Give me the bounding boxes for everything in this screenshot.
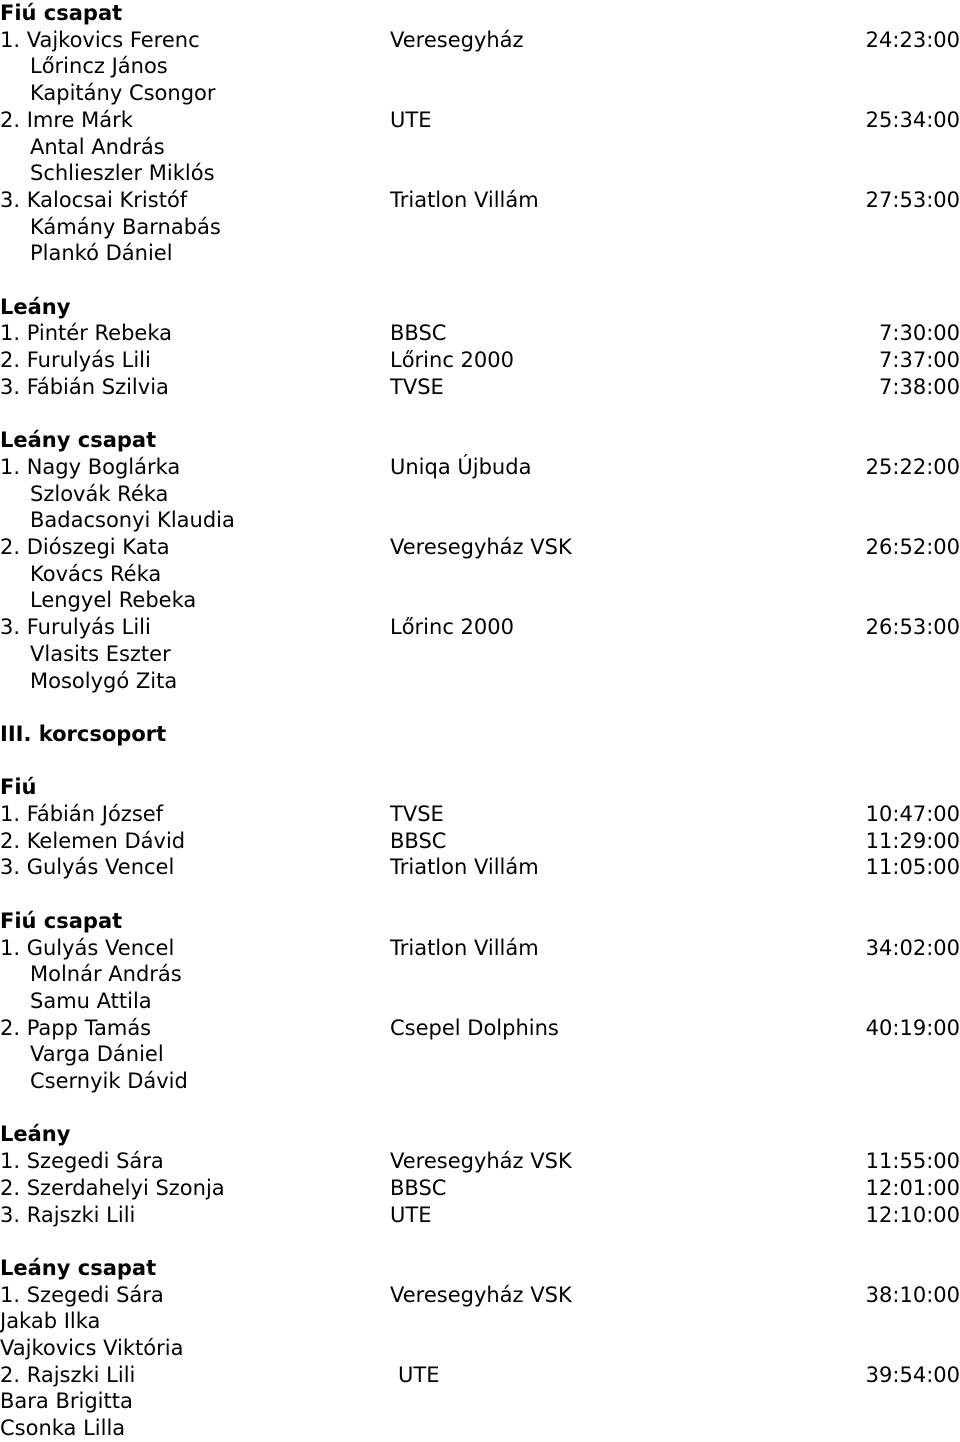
section-heading	[0, 0, 960, 27]
club-name: Veresegyház VSK	[390, 1282, 572, 1307]
club-name: Triatlon Villám	[390, 935, 539, 960]
result-row	[0, 320, 960, 347]
team-member-row	[0, 240, 960, 267]
competitor-name: 1. Fábián József	[0, 802, 164, 826]
club-name: Lőrinc 2000	[390, 348, 514, 373]
club-name: UTE	[398, 1362, 440, 1387]
team-member-name: Jakab Ilka	[0, 1309, 101, 1334]
result-time: 26:53:00	[865, 615, 960, 640]
team-member-row	[0, 561, 960, 588]
competitor-name: 1. Vajkovics Ferenc	[0, 27, 200, 52]
section-heading-text: Leány	[0, 1122, 71, 1147]
result-time: 38:10:00	[865, 1282, 960, 1307]
competitor-name: 2. Imre Márk	[0, 107, 133, 132]
result-row	[0, 854, 960, 881]
result-time: 26:52:00	[865, 535, 960, 559]
section-heading-text: Fiú	[0, 775, 37, 800]
result-time: 11:29:00	[865, 828, 960, 853]
club-name: TVSE	[390, 374, 444, 399]
result-time: 11:55:00	[865, 1149, 960, 1174]
competitor-name: 3. Gulyás Vencel	[0, 855, 175, 880]
section-heading-text: Fiú csapat	[0, 908, 123, 933]
team-member-name: Samu Attila	[30, 988, 152, 1013]
club-name: UTE	[390, 107, 432, 132]
result-row	[0, 1282, 960, 1309]
competitor-name: 1. Pintér Rebeka	[0, 321, 172, 346]
team-member-row	[0, 1388, 960, 1415]
club-name: BBSC	[390, 828, 447, 853]
section-heading-text: Fiú csapat	[0, 1, 123, 25]
result-time: 27:53:00	[865, 187, 960, 212]
result-time: 25:34:00	[865, 107, 960, 132]
result-row	[0, 935, 960, 962]
team-member-row	[0, 481, 960, 508]
team-member-name: Badacsonyi Klaudia	[30, 508, 235, 533]
club-name: Csepel Dolphins	[390, 1015, 559, 1040]
result-time: 25:22:00	[865, 454, 960, 479]
team-member-name: Szlovák Réka	[30, 481, 169, 506]
club-name: Veresegyház	[390, 27, 524, 52]
team-member-row	[0, 668, 960, 695]
competitor-name: 3. Kalocsai Kristóf	[0, 187, 188, 212]
section-heading-text: III. korcsoport	[0, 721, 167, 746]
team-member-row	[0, 961, 960, 988]
team-member-row	[0, 507, 960, 534]
team-member-name: Csernyik Dávid	[30, 1069, 188, 1093]
section-heading	[0, 1255, 960, 1282]
team-member-row	[0, 1308, 960, 1335]
team-member-name: Molnár András	[30, 962, 182, 987]
competitor-name: 3. Furulyás Lili	[0, 615, 151, 640]
team-member-row	[0, 160, 960, 187]
team-member-row	[0, 988, 960, 1015]
team-member-name: Lengyel Rebeka	[30, 588, 197, 613]
club-name: UTE	[390, 1202, 432, 1227]
competitor-name: 3. Fábián Szilvia	[0, 374, 169, 399]
competitor-name: 2. Rajszki Lili	[0, 1362, 136, 1387]
team-member-row	[0, 134, 960, 161]
team-member-name: Kapitány Csongor	[30, 81, 216, 106]
result-row	[0, 1015, 960, 1042]
competitor-name: 3. Rajszki Lili	[0, 1202, 136, 1227]
competitor-name: 2. Diószegi Kata	[0, 535, 170, 559]
club-name: Veresegyház VSK	[390, 1149, 572, 1174]
section-heading-text: Leány csapat	[0, 428, 157, 453]
result-time: 10:47:00	[865, 802, 960, 826]
team-member-row	[0, 587, 960, 614]
competitor-name: 2. Szerdahelyi Szonja	[0, 1175, 225, 1200]
team-member-row	[0, 1335, 960, 1362]
team-member-name: Vajkovics Viktória	[0, 1336, 184, 1360]
result-row	[0, 454, 960, 481]
result-row	[0, 534, 960, 561]
section-heading	[0, 721, 960, 748]
result-row	[0, 374, 960, 401]
team-member-row	[0, 214, 960, 241]
result-time: 40:19:00	[865, 1015, 960, 1040]
result-row	[0, 614, 960, 641]
section-heading	[0, 1121, 960, 1148]
result-row	[0, 1202, 960, 1229]
competitor-name: 2. Kelemen Dávid	[0, 828, 186, 853]
team-member-row	[0, 1068, 960, 1095]
result-row	[0, 107, 960, 134]
result-time: 11:05:00	[865, 855, 960, 880]
result-row	[0, 828, 960, 855]
club-name: Uniqa Újbuda	[390, 454, 532, 479]
result-time: 12:10:00	[865, 1202, 960, 1227]
section-heading	[0, 294, 960, 321]
club-name: Veresegyház VSK	[390, 535, 572, 559]
club-name: Triatlon Villám	[390, 187, 539, 212]
team-member-row	[0, 80, 960, 107]
club-name: Triatlon Villám	[390, 855, 539, 880]
result-time: 7:37:00	[879, 348, 960, 373]
section-heading-text: Leány	[0, 294, 71, 319]
team-member-row	[0, 53, 960, 80]
competitor-name: 1. Nagy Boglárka	[0, 454, 181, 479]
result-time: 7:30:00	[879, 321, 960, 346]
club-name: BBSC	[390, 321, 447, 346]
result-row	[0, 187, 960, 214]
result-time: 7:38:00	[879, 374, 960, 399]
section-heading	[0, 774, 960, 801]
team-member-name: Mosolygó Zita	[30, 668, 178, 693]
result-time: 34:02:00	[865, 935, 960, 960]
team-member-name: Varga Dániel	[30, 1042, 164, 1067]
result-row	[0, 801, 960, 828]
competitor-name: 2. Papp Tamás	[0, 1015, 152, 1040]
team-member-row	[0, 1415, 960, 1442]
team-member-row	[0, 1041, 960, 1068]
result-row	[0, 27, 960, 54]
team-member-name: Lőrincz János	[30, 54, 168, 79]
result-row	[0, 347, 960, 374]
team-member-row	[0, 641, 960, 668]
section-heading	[0, 427, 960, 454]
result-time: 12:01:00	[865, 1175, 960, 1200]
competitor-name: 1. Szegedi Sára	[0, 1282, 164, 1307]
club-name: TVSE	[390, 802, 444, 826]
team-member-name: Schlieszler Miklós	[30, 161, 215, 186]
result-row	[0, 1148, 960, 1175]
competitor-name: 2. Furulyás Lili	[0, 348, 151, 373]
section-heading	[0, 908, 960, 935]
team-member-name: Vlasits Eszter	[30, 641, 171, 666]
competitor-name: 1. Gulyás Vencel	[0, 935, 175, 960]
result-time: 24:23:00	[865, 27, 960, 52]
result-row	[0, 1362, 960, 1389]
club-name: BBSC	[390, 1175, 447, 1200]
team-member-name: Plankó Dániel	[30, 241, 173, 266]
team-member-name: Antal András	[30, 134, 165, 159]
result-time: 39:54:00	[865, 1362, 960, 1387]
section-heading-text: Leány csapat	[0, 1255, 157, 1280]
result-row	[0, 1175, 960, 1202]
team-member-name: Csonka Lilla	[0, 1416, 126, 1441]
competitor-name: 1. Szegedi Sára	[0, 1149, 164, 1174]
team-member-name: Bara Brigitta	[0, 1389, 133, 1414]
team-member-name: Kámány Barnabás	[30, 214, 221, 239]
team-member-name: Kovács Réka	[30, 561, 162, 586]
club-name: Lőrinc 2000	[390, 615, 514, 640]
